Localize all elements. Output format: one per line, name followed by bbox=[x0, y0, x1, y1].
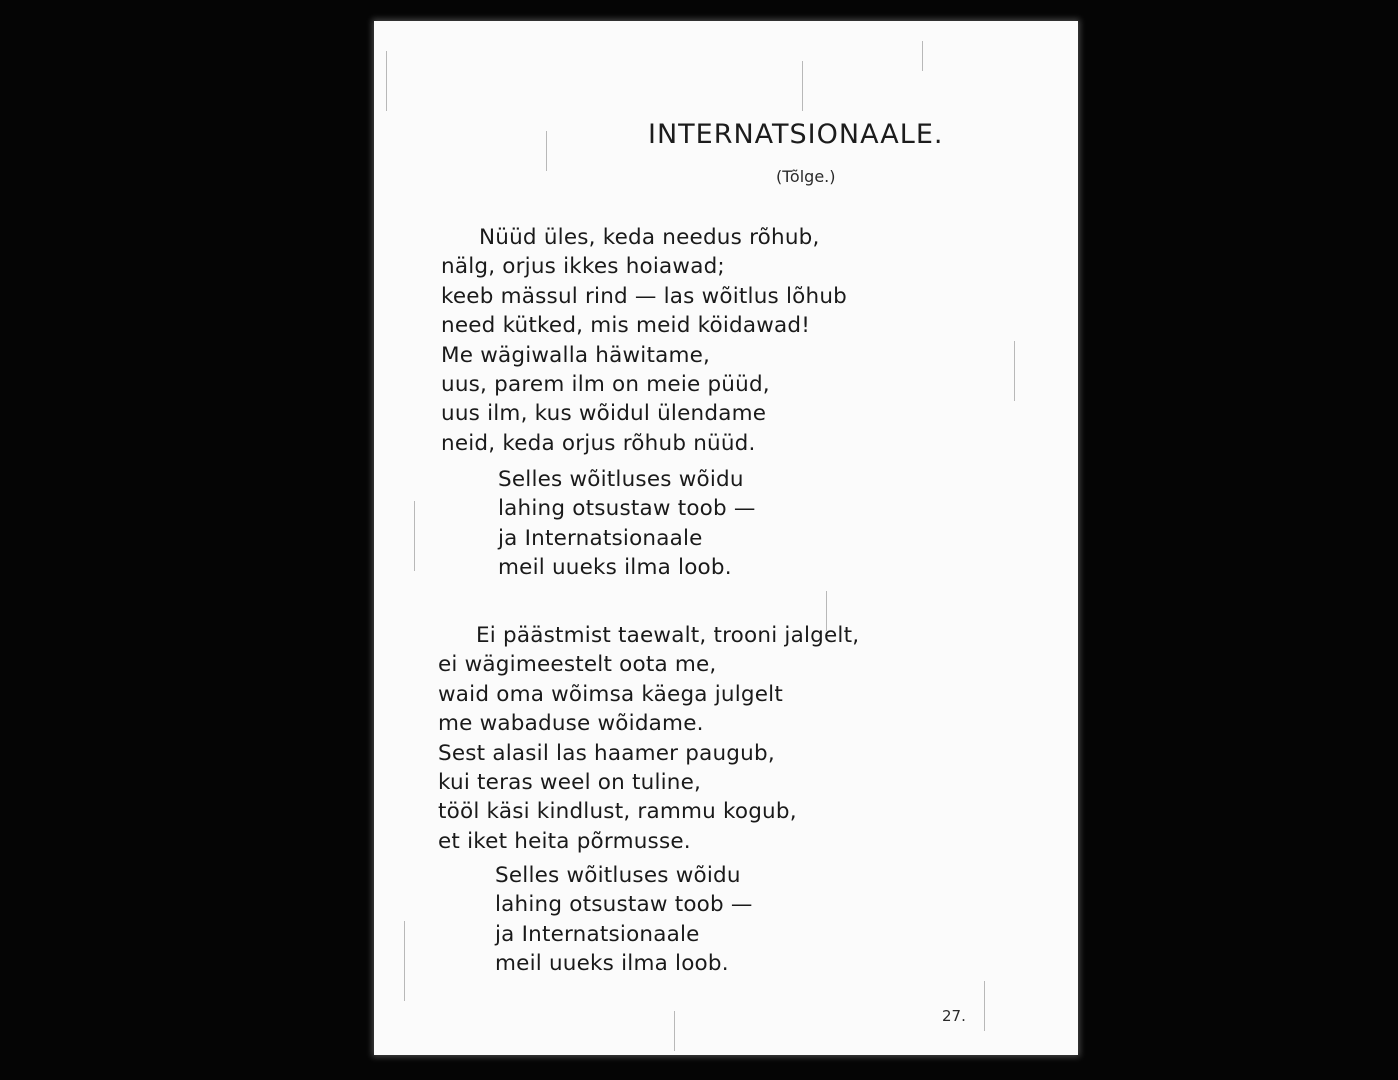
film-scratch bbox=[802, 61, 803, 111]
refrain-line: Selles wõitluses wõidu bbox=[498, 467, 744, 492]
verse-line: me wabaduse wõidame. bbox=[438, 711, 704, 737]
verse-2 bbox=[438, 621, 859, 856]
poem-title: INTERNATSIONAALE. bbox=[648, 119, 944, 150]
verse-line: neid, keda orjus rõhub nüüd. bbox=[441, 430, 756, 456]
printed-page bbox=[374, 21, 1078, 1055]
verse-line: uus ilm, kus wõidul ülendame bbox=[441, 401, 767, 427]
verse-line: waid oma wõimsa käega julgelt bbox=[438, 681, 783, 707]
refrain-line: ja Internatsionaale bbox=[495, 921, 700, 947]
film-scratch bbox=[414, 501, 415, 571]
refrain-line: Selles wõitluses wõidu bbox=[495, 863, 741, 888]
refrain-line: lahing otsustaw toob — bbox=[498, 496, 756, 522]
verse-line: nälg, orjus ikkes hoiawad; bbox=[441, 254, 725, 280]
film-scratch bbox=[404, 921, 405, 1001]
film-scratch bbox=[922, 41, 923, 71]
refrain-1 bbox=[498, 465, 756, 583]
verse-line: tööl käsi kindlust, rammu kogub, bbox=[438, 799, 797, 825]
verse-1 bbox=[441, 223, 847, 458]
film-scratch bbox=[1014, 341, 1015, 401]
verse-line: need kütked, mis meid köidawad! bbox=[441, 313, 811, 339]
refrain-line: lahing otsustaw toob — bbox=[495, 892, 753, 918]
verse-line: et iket heita põrmusse. bbox=[438, 828, 691, 854]
page-number: 27. bbox=[942, 1007, 966, 1025]
refrain-line: meil uueks ilma loob. bbox=[498, 555, 732, 581]
film-scratch bbox=[674, 1011, 675, 1051]
verse-line: ei wägimeestelt oota me, bbox=[438, 652, 717, 678]
film-scratch bbox=[386, 51, 387, 111]
verse-line: kui teras weel on tuline, bbox=[438, 769, 702, 795]
film-scratch bbox=[984, 981, 985, 1031]
film-scratch bbox=[546, 131, 547, 171]
verse-line: Ei päästmist taewalt, trooni jalgelt, bbox=[476, 623, 860, 648]
verse-line: uus, parem ilm on meie püüd, bbox=[441, 371, 770, 397]
refrain-line: meil uueks ilma loob. bbox=[495, 951, 729, 977]
verse-line: Nüüd üles, keda needus rõhub, bbox=[479, 225, 820, 250]
poem-subtitle: (Tõlge.) bbox=[776, 167, 836, 186]
verse-line: Sest alasil las haamer paugub, bbox=[438, 740, 775, 766]
verse-line: keeb mässul rind — las wõitlus lõhub bbox=[441, 283, 848, 309]
verse-line: Me wägiwalla häwitame, bbox=[441, 342, 711, 368]
refrain-line: ja Internatsionaale bbox=[498, 525, 703, 551]
refrain-2 bbox=[495, 861, 753, 979]
